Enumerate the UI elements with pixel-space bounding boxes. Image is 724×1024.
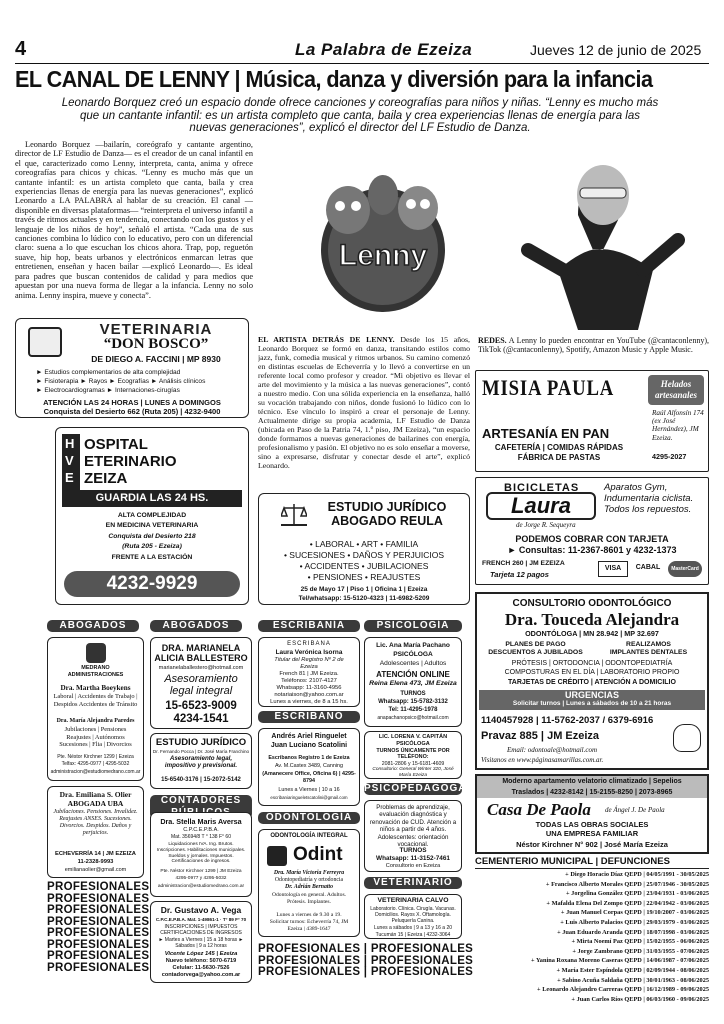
guide-header-psicopedagoga: PSICOPEDAGOGA bbox=[364, 783, 467, 794]
guide-header-veterinario: VETERINARIO bbox=[364, 877, 462, 889]
defuncion-item: + Francisco Alberto Morales QEPD | 25/07/1946 - 30/05/2025 bbox=[545, 880, 709, 888]
ad-odint bbox=[258, 829, 360, 937]
vega-mat: C.P.C.E.P.B.A. Mat. 1-49861-1 · T° 89 F° 70 bbox=[155, 917, 247, 922]
ad-veterinaria-calvo bbox=[364, 894, 462, 939]
vet-service-3: ► Electrocardiogramas ► Internaciones-cirugías bbox=[36, 387, 180, 394]
article-photo bbox=[258, 140, 709, 330]
guide-header-contadores: CONTADORES bbox=[150, 795, 252, 819]
vetcalvo-name: VETERINARIA CALVO bbox=[377, 897, 449, 904]
page-date: Jueves 12 de junio de 2025 bbox=[530, 42, 702, 58]
odonto-s3: TARJETAS DE CRÉDITO | ATENCIÓN A DOMICILIO bbox=[508, 679, 676, 686]
depaola-obras: TODAS LAS OBRAS SOCIALES bbox=[535, 820, 649, 829]
profesionales-row bbox=[258, 966, 474, 979]
capitan-consultorio: Consultorio: General Winter 320, José María Ezeiza bbox=[372, 767, 454, 778]
artist-section bbox=[258, 335, 470, 485]
defuncion-item: + Juan Carlos Ríos QEPD | 06/03/1960 - 09/06/2025 bbox=[571, 995, 709, 1003]
depaola-owner: de Ángel J. De Paola bbox=[605, 806, 665, 814]
ringuelet-email: escribaniaringueletscatolini@gmail.com bbox=[270, 795, 348, 800]
visa-logo: VISA bbox=[598, 561, 628, 577]
profesionales-label: PROFESIONALES bbox=[47, 950, 150, 962]
hve-line-2: ETERINARIO bbox=[84, 453, 177, 470]
profesionales-separator: | bbox=[360, 954, 371, 967]
odint-d2: Odontología en general. Adultos. Prótesis. Implantes. bbox=[271, 892, 347, 905]
misia-name: MISIA PAULA bbox=[482, 375, 615, 400]
misia-helados-badge bbox=[648, 375, 704, 405]
laura-owner: de Jorge R. Sequeyra bbox=[516, 521, 576, 529]
isorna-name: Laura Verónica Isorna bbox=[275, 649, 343, 656]
vetcalvo-address: Tucumán 15 | Ezeiza | 4232-3064 bbox=[375, 932, 451, 938]
ad-ringuelet bbox=[258, 728, 360, 806]
guide-header-abogados-1: ABOGADOS bbox=[47, 620, 139, 632]
header-rule bbox=[15, 63, 709, 64]
juridico-desc: Asesoramiento legal, impositivo y previsional. bbox=[164, 755, 238, 770]
odint-turnos: Solicitar turnos: Echeverría 74, JM Ezeiza | 4389-1647 bbox=[269, 919, 349, 932]
cemetery-list bbox=[475, 870, 709, 1004]
olier-name: Dra. Emiliana S. Olier bbox=[59, 790, 132, 799]
depaola-top-2: Traslados | 4232-8142 | 15-2155-8250 | 2073-8965 bbox=[511, 789, 673, 796]
hve-line-1: OSPITAL bbox=[84, 436, 148, 453]
vega-email: contadorvega@yahoo.com.ar bbox=[161, 972, 241, 978]
vega-address: Vicente López 145 | Ezeiza bbox=[164, 951, 238, 957]
defuncion-item: + Juan Eduardo Aranda QEPD | 18/07/1998 - 03/06/2025 bbox=[557, 928, 709, 936]
vet-cross-icon bbox=[28, 327, 62, 357]
medrano-address: Pte. Néstor Kirchner 1299 | Ezeiza bbox=[57, 754, 134, 760]
ad-vega bbox=[150, 901, 252, 983]
defuncion-item: + Mirta Noemí Paz QEPD | 15/02/1955 - 06/06/2025 bbox=[571, 938, 709, 946]
article-lead: Leonardo Borquez creó un espacio donde ofrece canciones y coreografías para niños y niñas. “Lenny es mucho más que un cantante infantil: es un artista completo que canta, baila y crea experiencias llenas de energía para las nuevas generaciones”, explicó el director del LF Estudio de Danza. bbox=[61, 97, 659, 134]
hve-text-3: Conquista del Desierto 218 bbox=[108, 533, 196, 540]
laura-cuotas: Tarjeta 12 pagos bbox=[490, 570, 549, 579]
pachano-email: anapachanopsico@hotmail.com bbox=[377, 715, 449, 721]
ringuelet-hours: Lunes a Viernes | 10 a 16 bbox=[278, 787, 340, 793]
lenny-illustration bbox=[258, 140, 709, 330]
cemetery-section bbox=[475, 856, 709, 1011]
isorna-email: notariaison@yahoo.com.ar bbox=[274, 692, 344, 698]
reula-address: 25 de Mayo 17 | Piso 1 | Oficina 1 | Ezeiza bbox=[300, 586, 428, 593]
ad-ballestero bbox=[150, 637, 252, 729]
redes-text: A Lenny lo pueden encontrar en YouTube (@cantaconlenny), TikTok (@cantaconlenny), Spotify, Amazon Music y Apple Music. bbox=[478, 336, 709, 354]
vet-service-1: ► Estudios complementarios de alta complejidad bbox=[36, 369, 181, 376]
vega-cell: Celular: 11-5630-7526 bbox=[172, 965, 230, 971]
aversa-phone: 4295-0977 y 4295-5032 bbox=[175, 876, 227, 881]
depaola-name: Casa De Paola bbox=[487, 800, 591, 819]
ringuelet-registro: Escribanos Registro 1 de Ezeiza bbox=[268, 755, 350, 761]
medrano-d1: Laboral | Accidentes de Trabajo | Despidos Accidentes de Tránsito bbox=[53, 693, 138, 708]
isorna-whatsapp: Whatsapp: 11-3160-4956 bbox=[276, 685, 342, 691]
profesionales-label: PROFESIONALES bbox=[370, 954, 474, 967]
odint-title: ODONTOLOGÍA INTEGRAL bbox=[270, 833, 348, 839]
helados-line-2: artesanales bbox=[654, 390, 697, 400]
ad-capitan bbox=[364, 731, 462, 779]
juridico-names: Dr. Fernando Pocca | Dr. José María Franchino bbox=[152, 749, 250, 754]
odonto-s1: PRÓTESIS | ORTODONCIA | ODONTOPEDIATRÍA bbox=[511, 660, 673, 667]
guide-header-escribano: ESCRIBANO bbox=[258, 711, 360, 723]
profesionales-label: PROFESIONALES bbox=[47, 915, 150, 928]
ad-estudio-reula bbox=[258, 493, 470, 605]
odonto-p4: IMPLANTES DENTALES bbox=[609, 649, 688, 656]
medrano-l2: ADMINISTRACIONES bbox=[67, 672, 124, 678]
redes-title: REDES. bbox=[478, 336, 507, 345]
aversa-title: C.P.C.E.P.B.A. bbox=[183, 827, 219, 833]
juridico-title: ESTUDIO JURÍDICO bbox=[155, 737, 247, 748]
ad-olier bbox=[47, 786, 144, 878]
laura-desc: Aparatos Gym, Indumentaria ciclista. Todos los repuestos. bbox=[604, 482, 694, 515]
odint-brand: Odint bbox=[293, 844, 343, 865]
vet-name-2: “DON BOSCO” bbox=[103, 336, 209, 352]
misia-address: Raúl Alfonsín 174 (ex José Hernández), JM Ezeiza. bbox=[652, 409, 704, 442]
cemetery-title: CEMENTERIO MUNICIPAL | DEFUNCIONES bbox=[475, 856, 709, 869]
misia-line-2: FÁBRICA DE PASTAS bbox=[517, 453, 601, 462]
medrano-n2: Dra. María Alejandra Paredes bbox=[56, 718, 135, 724]
profesionales-label: PROFESIONALES bbox=[258, 943, 361, 955]
isorna-registro: Titular del Registro Nº 2 de Ezeiza bbox=[274, 657, 344, 670]
hve-letter-h: H bbox=[65, 436, 75, 451]
profesionales-separator: | bbox=[360, 966, 371, 978]
ad-misia-paula bbox=[475, 370, 709, 472]
ringuelet-n1: Andrés Ariel Ringuelet bbox=[271, 733, 347, 740]
vega-phone: Nuevo teléfono: 5070-6719 bbox=[165, 958, 237, 964]
hve-text-2: EN MEDICINA VETERINARIA bbox=[105, 522, 199, 529]
reula-title-2: ABOGADO REULA bbox=[331, 514, 443, 528]
vet-doctor: DE DIEGO A. FACCINI | MP 8930 bbox=[91, 354, 221, 364]
misia-line-1: CAFETERÍA | COMIDAS RÁPIDAS bbox=[494, 443, 624, 452]
odonto-email: Email: odontoale@hotmail.com bbox=[507, 746, 598, 754]
ballestero-email: marianelaballestero@hotmail.com bbox=[158, 665, 244, 671]
depaola-top bbox=[477, 776, 707, 798]
medrano-email: administracion@estudiomedrano.com.ar bbox=[50, 769, 141, 775]
cabal-logo: CABAL bbox=[635, 564, 661, 571]
reula-row-3: • ACCIDENTES • JUBILACIONES bbox=[299, 561, 429, 571]
ballestero-n2: ALICIA BALLESTERO bbox=[154, 653, 248, 663]
mastercard-logo: MasterCard bbox=[668, 561, 702, 577]
redes-section bbox=[478, 336, 709, 366]
vetcalvo-hours: Lunes a sábados | 9 a 13 y 16 a 20 bbox=[373, 925, 453, 931]
scales-icon bbox=[281, 502, 307, 526]
tooth-icon bbox=[673, 724, 701, 752]
profesionales-label: PROFESIONALES bbox=[47, 904, 150, 916]
odonto-header: CONSULTORIO ODONTOLÓGICO bbox=[512, 598, 672, 609]
isorna-phone: Teléfonos: 2107-4127 bbox=[281, 678, 337, 684]
lenny-logo: Lenny bbox=[338, 239, 428, 272]
ballestero-tel1: 15-6523-9009 bbox=[165, 700, 237, 712]
hve-line-3: ZEIZA bbox=[84, 470, 128, 487]
pachano-address: Reina Elena 473, JM Ezeiza bbox=[369, 680, 457, 687]
olier-phone: 11-2328-9993 bbox=[77, 859, 114, 865]
ballestero-s1: Asesoramiento bbox=[164, 673, 238, 685]
artist-text: Desde los 15 años, Leonardo Borquez se formó en danza, transitando estilos como jazz, funk, comedia musical y ritmos urbanos. Su camino comenzó en distintas escuelas de Echeverría y lo llevó a convertirse en un referente local como profesor y creador. “Mi objetivo es llevar el arte del movimiento y la música a las nuevas generaciones”, contó a nuestro medio. Con una sólida experiencia en la enseñanza, halló su vocación trabajando con niños, donde fusionó lo lúdico con lo técnico. Ese vínculo lo inspiró a crear el personaje de Lenny. Actualmente dirige su propia academia, LF Estudio de Danza (ubicada en Paso de la Patria 74, 1.º piso, JM Ezeiza), “un espacio donde formamos a nuevas generaciones de bailarines con energía, profesionalismo y pasión. El objetivo no es solo enseñar a moverse, sino a expresarse, disfrutar y conectar desde el arte”, explicó Leonardo. bbox=[258, 335, 470, 470]
misia-sub: ARTESANÍA EN PAN bbox=[482, 426, 610, 441]
hve-text-1: ALTA COMPLEJIDAD bbox=[117, 512, 187, 519]
profesionales-label: PROFESIONALES bbox=[258, 954, 361, 967]
profesionales-label: PROFESIONALES bbox=[370, 943, 474, 955]
page-number: 4 bbox=[15, 38, 27, 60]
profesionales-column-1 bbox=[47, 881, 150, 974]
medrano-d2: Jubilaciones | Pensiones Reajustes | Autónomos Sucesiones | Flia | Divorcios bbox=[59, 726, 132, 749]
vega-desc: INSCRIPCIONES | IMPUESTOS CERTIFICACIONES DE INGRESOS bbox=[160, 924, 242, 936]
hve-guardia: GUARDIA LAS 24 HS. bbox=[62, 490, 242, 507]
defuncion-item: + Yanina Roxana Moreno Caseras QEPD | 14/06/1987 - 07/06/2025 bbox=[531, 957, 709, 965]
defuncion-item: + Luis Alberto Palacios QEPD | 29/03/1979 - 03/06/2025 bbox=[560, 918, 709, 926]
reula-row-4: • PENSIONES • REAJUSTES bbox=[307, 572, 421, 582]
ad-psicopedagoga bbox=[364, 800, 462, 872]
odint-logo-icon bbox=[267, 846, 287, 866]
vet-hours: ATENCIÓN LAS 24 HORAS | LUNES A DOMINGOS bbox=[43, 398, 221, 407]
guide-header-psicologia: PSICOLOGÍA bbox=[364, 620, 462, 632]
defuncion-item: + Leonardo Alejandro Carreras QEPD | 16/12/1989 - 09/06/2025 bbox=[537, 986, 709, 994]
defuncion-item: + Sabino Acuña Saldaña QEPD | 30/01/1963 - 08/06/2025 bbox=[557, 976, 709, 984]
odonto-phone: 1140457928 | 11-5762-2037 / 6379-6916 bbox=[481, 715, 654, 726]
profesionales-label: PROFESIONALES bbox=[47, 892, 150, 905]
profesionales-label: PROFESIONALES bbox=[47, 938, 150, 951]
depaola-address: Néstor Kirchner N° 902 | José María Ezeiza bbox=[516, 840, 668, 849]
odonto-p2: DESCUENTOS A JUBILADOS bbox=[488, 649, 583, 656]
ad-odontologia-touceda bbox=[475, 592, 709, 770]
ad-hospital-veterinario bbox=[55, 427, 249, 605]
pachano-online: ATENCIÓN ONLINE bbox=[376, 670, 450, 679]
ringuelet-address: Av. M.Castex 3489, Canning bbox=[274, 763, 344, 769]
reula-title-1: ESTUDIO JURÍDICO bbox=[327, 500, 447, 514]
article-column-1: Leonardo Borquez —bailarín, coreógrafo y cantante argentino, director de LF Estudio de Danza— es el creador de un canal infantil en el que, caracterizado como Lenny, interpreta, canta, anima y ofrece coreografías para chicos y chicas. “Lenny es mucho más que un cantante infantil: es un artista completo que canta, baila y crea experiencias llenas de energía para las nuevas generaciones”, explicó Leonardo a LA PALABRA al hablar de su creación. El canal —disponible en diversas plataformas— “reinterpreta el universo infantil a través de ritmos actuales y en tendencia, conectando con los gustos y el lenguaje de los niños de hoy”, señaló el artista. “Cada una de sus canciones combina lo lúdico con lo educativo, pero con un diferencial claro: suena a lo que escuchan los chicos ahora. Trap, pop, reguetón suave, hip hop, beats urbanos y electrónicos enmarcan letras que entretienen, enseñan y hacen bailar —explicó Leonardo—. Es ideal para padres que buscan contenidos de calidad y para medios que apuestan por una nueva forma de llegar a la infancia. Lenny no solo anima. Lenny inspira, mueve y conecta”. bbox=[15, 140, 253, 300]
helados-line-1: Helados bbox=[660, 379, 692, 389]
pachano-title: PSICÓLOGA bbox=[393, 651, 433, 658]
laura-consultas: ► Consultas: 11-2367-8601 y 4232-1373 bbox=[507, 545, 677, 555]
profesionales-label: PROFESIONALES bbox=[47, 927, 150, 939]
psicoped-turnos: TURNOS bbox=[399, 847, 427, 854]
odonto-urg-text: Solicitar turnos | Lunes a sábados de 10 a 21 horas bbox=[512, 700, 672, 707]
capitan-name: LIC. LORENA V. CAPITÁN bbox=[378, 734, 448, 740]
psicoped-consultorio: Consultorio en Ezeiza bbox=[385, 863, 441, 869]
hve-text-5: FRENTE A LA ESTACIÓN bbox=[111, 554, 193, 561]
aversa-address: Pte. Néstor Kirchner 1299 | JM Ezeiza bbox=[160, 869, 242, 874]
capitan-turnos: TURNOS ÚNICAMENTE POR TELÉFONO: bbox=[376, 748, 450, 761]
isorna-hours: Lunes a viernes, de 8 a 15 hs. bbox=[270, 699, 348, 705]
hve-text-4: (Ruta 205 - Ezeiza) bbox=[122, 543, 182, 550]
depaola-familiar: UNA EMPRESA FAMILIAR bbox=[545, 829, 639, 838]
laura-bicicletas: BICICLETAS bbox=[504, 482, 580, 494]
odonto-urg-title: URGENCIAS bbox=[564, 690, 619, 700]
ad-isorna bbox=[258, 637, 360, 707]
odonto-web: Visitanos en www.páginasamarillas.com.ar. bbox=[481, 756, 604, 764]
juridico-phone: 15-6540-3176 | 15-2072-5142 bbox=[161, 777, 241, 783]
vetcalvo-desc: Laboratorio. Clínica. Cirugía. Vacunas. Domicilios. Rayos X. Oftamología. Peluquería Canina. bbox=[370, 906, 456, 924]
vet-address: Conquista del Desierto 662 (Ruta 205) | 4232-9400 bbox=[43, 407, 221, 416]
guide-header-abogados-2: ABOGADOS bbox=[150, 620, 242, 632]
guide-header-odontologia: ODONTOLOGÍA bbox=[258, 812, 360, 824]
odint-hours: Lunes a viernes de 9.30 a 19. bbox=[276, 912, 342, 918]
defuncion-item: + Jorgelina González QEPD | 23/04/1931 - 03/06/2025 bbox=[566, 890, 709, 898]
psicoped-desc: Problemas de aprendizaje, evaluación diagnóstica y renovación de CUD. Atención a niños a partir de 4 años. Adolescentes: orientación vocacional. bbox=[369, 804, 457, 849]
artist-title: EL ARTISTA DETRÁS DE LENNY. bbox=[258, 335, 395, 344]
vet-name: VETERINARIA bbox=[99, 321, 213, 338]
ad-estudio-juridico bbox=[150, 733, 252, 789]
odonto-p1: PLANES DE PAGO bbox=[505, 641, 566, 648]
hve-phone: 4232-9929 bbox=[64, 571, 240, 597]
ballestero-n1: DRA. MARIANELA bbox=[161, 643, 241, 653]
ad-casa-de-paola bbox=[475, 774, 709, 854]
reula-phone: Tel/whatsapp: 15-5120-4323 | 11-6982-5209 bbox=[298, 595, 430, 602]
capitan-title: PSICÓLOGA bbox=[396, 741, 430, 747]
olier-address: ECHEVERRÍA 14 | JM EZEIZA bbox=[55, 851, 136, 857]
profesionales-label: PROFESIONALES bbox=[370, 966, 474, 978]
odonto-mn: ODONTÓLOGA | MN 28.942 | MP 32.697 bbox=[525, 629, 659, 638]
ballestero-s2: legal integral bbox=[169, 685, 233, 697]
defuncion-item: + Diego Horacio Díaz QEPD | 04/05/1991 - 30/05/2025 bbox=[565, 871, 709, 878]
psicoped-whatsapp: Whatsapp: 11-3152-7461 bbox=[376, 855, 450, 862]
pachano-turnos: TURNOS bbox=[400, 691, 426, 697]
odonto-address: Pravaz 885 | JM Ezeiza bbox=[481, 730, 600, 742]
laura-address: FRENCH 260 | JM EZEIZA bbox=[482, 560, 565, 567]
olier-title: ABOGADA UBA bbox=[67, 799, 124, 808]
medrano-n1: Dra. Martha Boeykens bbox=[60, 684, 131, 692]
headline: EL CANAL DE LENNY | Música, danza y diversión para la infancia bbox=[15, 66, 653, 92]
ringuelet-office: (Amanecere Office, Oficina 6) | 4295-8794 bbox=[262, 771, 356, 784]
aversa-email: administracion@estudiomedrano.com.ar bbox=[157, 884, 245, 889]
pachano-whatsapp: Whatsapp: 15-5782-3132 bbox=[378, 699, 448, 705]
profesionales-label: PROFESIONALES bbox=[258, 966, 361, 978]
pachano-sub: Adolescentes | Adultos bbox=[379, 660, 447, 667]
defuncion-item: + Juan Manuel Corpas QEPD | 19/10/2007 - 03/06/2025 bbox=[560, 909, 709, 917]
vega-hours: ► Martes a Viernes | 15 a 18 horas ► Sábados | 9 a 12 horas bbox=[158, 937, 244, 949]
defuncion-item: + María Ester Espíndola QEPD | 02/09/1944 - 08/06/2025 bbox=[556, 966, 709, 974]
reula-row-1: • LABORAL • ART • FAMILIA bbox=[309, 539, 419, 549]
profesionales-bottom bbox=[258, 943, 474, 979]
odonto-name: Dra. Touceda Alejandra bbox=[504, 610, 680, 629]
odonto-urgencias bbox=[479, 690, 705, 710]
odint-d1: Odontopediatría y ortodoncia bbox=[274, 877, 344, 883]
hve-letter-v: V bbox=[65, 453, 74, 468]
ringuelet-n2: Juan Luciano Scatolini bbox=[270, 742, 348, 749]
defuncion-item: + Mafalda Elena Del Zompo QEPD | 22/04/1942 - 03/06/2025 bbox=[546, 899, 709, 907]
laura-cobrar: PODEMOS COBRAR CON TARJETA bbox=[515, 534, 669, 544]
ballestero-tel2: 4234-1541 bbox=[173, 713, 229, 725]
odint-n2: Dr. Adrián Bernatto bbox=[285, 884, 333, 890]
pachano-phone: Tel: 11-4295-1978 bbox=[388, 707, 438, 713]
aversa-name: Dra. Stella Maris Aversa bbox=[160, 817, 242, 826]
isorna-address: French 81 | JM Ezeiza. bbox=[279, 671, 339, 677]
pachano-name: Lic. Ana María Pachano bbox=[376, 642, 450, 649]
olier-desc: Jubilaciones. Pensiones. Invalidez. Reajustes ANSES. Sucesiones. Divorcios. Despidos. Daños y perjuicios. bbox=[53, 809, 138, 836]
guide-header-escribania: ESCRIBANÍA bbox=[258, 620, 360, 632]
profesionales-separator: | bbox=[360, 943, 371, 955]
ad-veterinaria-don-bosco bbox=[15, 318, 249, 418]
ad-bicicletas-laura bbox=[475, 477, 709, 585]
olier-email: emilianaolier@gmail.com bbox=[64, 867, 127, 873]
aversa-mat: Mat. 35694/8 T ° 138 F° 60 bbox=[171, 834, 231, 840]
isorna-title: ESCRIBANA bbox=[287, 641, 331, 647]
ad-aversa bbox=[150, 812, 252, 897]
profesionales-label: PROFESIONALES bbox=[47, 881, 150, 893]
defuncion-item: + Jorge Zambrano QEPD | 31/03/1955 - 07/06/2025 bbox=[572, 947, 709, 955]
misia-phone: 4295-2027 bbox=[652, 452, 687, 461]
aversa-desc: Liquidaciones IVA. Ing. Brutos. Inscripciones. Habilitaciones municipales. Sueldos y jornales. Impuestos. Certificaciones de ingresos. bbox=[156, 842, 246, 865]
odint-n1: Dra. María Victoria Ferreyra bbox=[273, 870, 345, 876]
depaola-top-1: Moderno apartamento velatorio climatizado | Sepelios bbox=[502, 778, 682, 785]
reula-row-2: • SUCESIONES • DAÑOS Y PERJUICIOS bbox=[283, 550, 445, 560]
medrano-logo-icon bbox=[86, 643, 106, 663]
laura-logo: Laura bbox=[486, 492, 596, 520]
masthead: La Palabra de Ezeiza bbox=[295, 40, 473, 59]
medrano-l1: MEDRANO bbox=[81, 665, 110, 671]
vet-service-2: ► Fisioterapia ► Rayos ► Ecografías ► Análisis clínicos bbox=[36, 378, 206, 385]
ad-pachano bbox=[364, 637, 462, 727]
profesionales-label: PROFESIONALES bbox=[47, 961, 150, 974]
capitan-phone: 2081-2806 y 15-6181-4609 bbox=[381, 761, 445, 767]
vega-name: Dr. Gustavo A. Vega bbox=[160, 905, 242, 915]
odonto-s2: COMPOSTURAS EN EL DÍA | LABORATORIO PROPIO bbox=[504, 669, 680, 676]
odonto-p3: REALIZAMOS bbox=[626, 641, 671, 648]
medrano-phone: Telfax: 4295-0977 | 4295-5032 bbox=[61, 761, 130, 767]
hve-letter-e: E bbox=[65, 470, 74, 485]
ad-medrano bbox=[47, 637, 144, 781]
